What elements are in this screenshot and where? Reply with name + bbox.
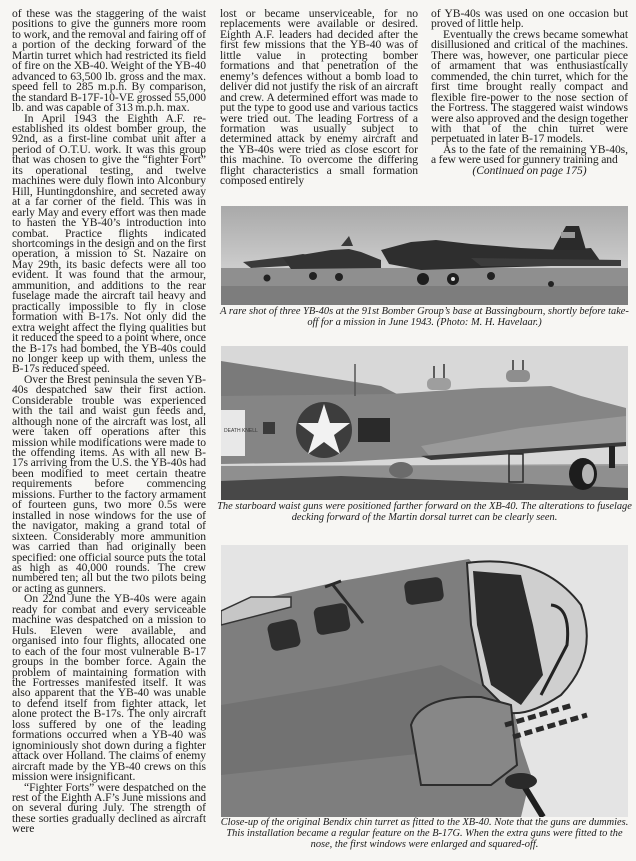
paragraph: lost or became unserviceable, for no replacements were available or desired. Eighth A.F. leaders had decided after the first few missions that the YB-40 was of little value in protecting bomber formations and that penetration of the enemy’s defences without a bomb load to deliver did not justify the risk of an aircraft and crew. A determined effort was made to put the type to good use and various tactics were tried out. The leading Fortress of a formation was usually subject to determined attack by enemy aircraft and the YB-40s were tried as close escort for this machine. To overcome the differing flight characteristics a small formation composed entirely: [220, 7, 418, 188]
paragraph: of these was the staggering of the waist positions to give the gunners more room to work, and the removal and fairing off of a portion of the decking forward of the Martin turret which had restricted its field of fire on the XB-40. Weight of the YB-40 advanced to 63,500 lb. gross and the max. speed fell to 285 m.p.h. By comparison, the standard B-17F-10-VE grossed 55,000 lb. and was capable of 313 m.p.h. max.: [12, 7, 206, 115]
article-column-middle: [220, 9, 418, 187]
paragraph: On 22nd June the YB-40s were again ready for combat and every serviceable machine was despatched on a mission to Huls. Eleven were available, and organised into four flights, allocated one to each of the four most vulnerable B-17 groups in the bomber force. Again the problem of maintaining formation with the Fortresses manifested itself. It was also apparent that the YB-40 was unable to defend itself from fighter attack, let alone protect the B-17s. The only aircraft loss suffered by one of the leading formations occurred when a YB-40 was ignominiously shot down during a fighter attack over Holland. The claims of enemy aircraft made by the YB-40 crews on this mission were insignificant.: [12, 592, 206, 784]
chin-turret-illustration: [221, 545, 628, 817]
paragraph: As to the fate of the remaining YB-40s, a few were used for gunnery training and: [431, 142, 628, 167]
airfield-photo-illustration: [221, 206, 628, 305]
photo-caption: A rare shot of three YB-40s at the 91st Bomber Group’s base at Bassingbourn, shortly before take-off for a mission in June 1943. (Photo: M. H. Havelaar.): [220, 306, 629, 328]
continued-note: (Continued on page 175): [472, 163, 587, 177]
photo-caption: Close-up of the original Bendix chin turret as fitted to the XB-40. Note that the guns are dummies. This installation became a regular feature on the B-17G. When the extra guns were fitted to the nose, the first windows were enlarged and squared-off.: [220, 817, 629, 850]
paragraph: of YB-40s was used on one occasion but proved of little help.: [431, 7, 628, 31]
photo-chin-turret-closeup: [221, 545, 628, 817]
chin-turret: [411, 697, 517, 785]
photo-three-yb40s: [221, 206, 628, 305]
paragraph: Eventually the crews became somewhat disillusioned and critical of the machines. There was, however, one particular piece of armament that was enthusiastically commended, the chin turret, which for the first time brought really compact and flexible fire-power to the nose section of the Fortress. The staggered waist windows were also approved and the design together with that of the chin turret were perpetuated in later B-17 models.: [431, 27, 628, 146]
photo-caption: The starboard waist guns were positioned farther forward on the XB-40. The alterations to fuselage decking forward of the Martin dorsal turret can be clearly seen.: [217, 501, 632, 523]
paragraph: Over the Brest peninsula the seven YB-40s despatched saw their first action. Considerable trouble was experienced with the tail and waist gun feeds and, although none of the aircraft was lost, all were taken off operations after this mission while modifications were made to the offending items. As with all new B-17s arriving from the U.S. the YB-40s had been modified to meet certain theatre requirements before commencing missions. Further to the factory armament of fourteen guns, two more 0.5s were installed in nose windows for the use of the navigator, making a grand total of sixteen. Considerably more ammunition was carried than had originally been specified: one official source puts the total as high as 40,000 rounds. The crew numbered ten; all but the two pilots being or acting as gunners.: [12, 372, 206, 595]
paragraph: “Fighter Forts” were despatched on the rest of the Eighth A.F’s June missions and on several during July. The strength of these sorties gradually declined as aircraft were: [12, 780, 206, 836]
photo-xb40-starboard: [221, 346, 628, 500]
xb40-side-illustration: [221, 346, 628, 500]
article-column-left: [12, 9, 206, 835]
article-column-right: [431, 9, 628, 176]
nose-art-text: DEATH KNELL: [224, 428, 258, 434]
paragraph: In April 1943 the Eighth A.F. re-established its oldest bomber group, the 92nd, as a first-line combat unit after a period of O.T.U. work. It was this group that was chosen to give the “fighter Fort” its operational testing, and twelve machines were duly flown into Alconbury Hill, Huntingdonshire, and secreted away at a far corner of the field. This was in early May and every effort was then made to hasten the YB-40’s introduction into combat. Practice flights indicated shortcomings in the design and on the first operation, a mission to St. Nazaire on May 29th, its basic defects were all too evident. It was found that the armour, ammunition, and additions to the rear fuselage made the aircraft tail heavy and practically impossible to fly in close formation with B-17s. Not only did the extra weight affect the flying qualities but it reduced the speed to a point where, once the B-17s had bombed, the YB-40s could no longer keep up with them, unless the B-17s reduced speed.: [12, 111, 206, 376]
tail-marking: [561, 232, 575, 238]
